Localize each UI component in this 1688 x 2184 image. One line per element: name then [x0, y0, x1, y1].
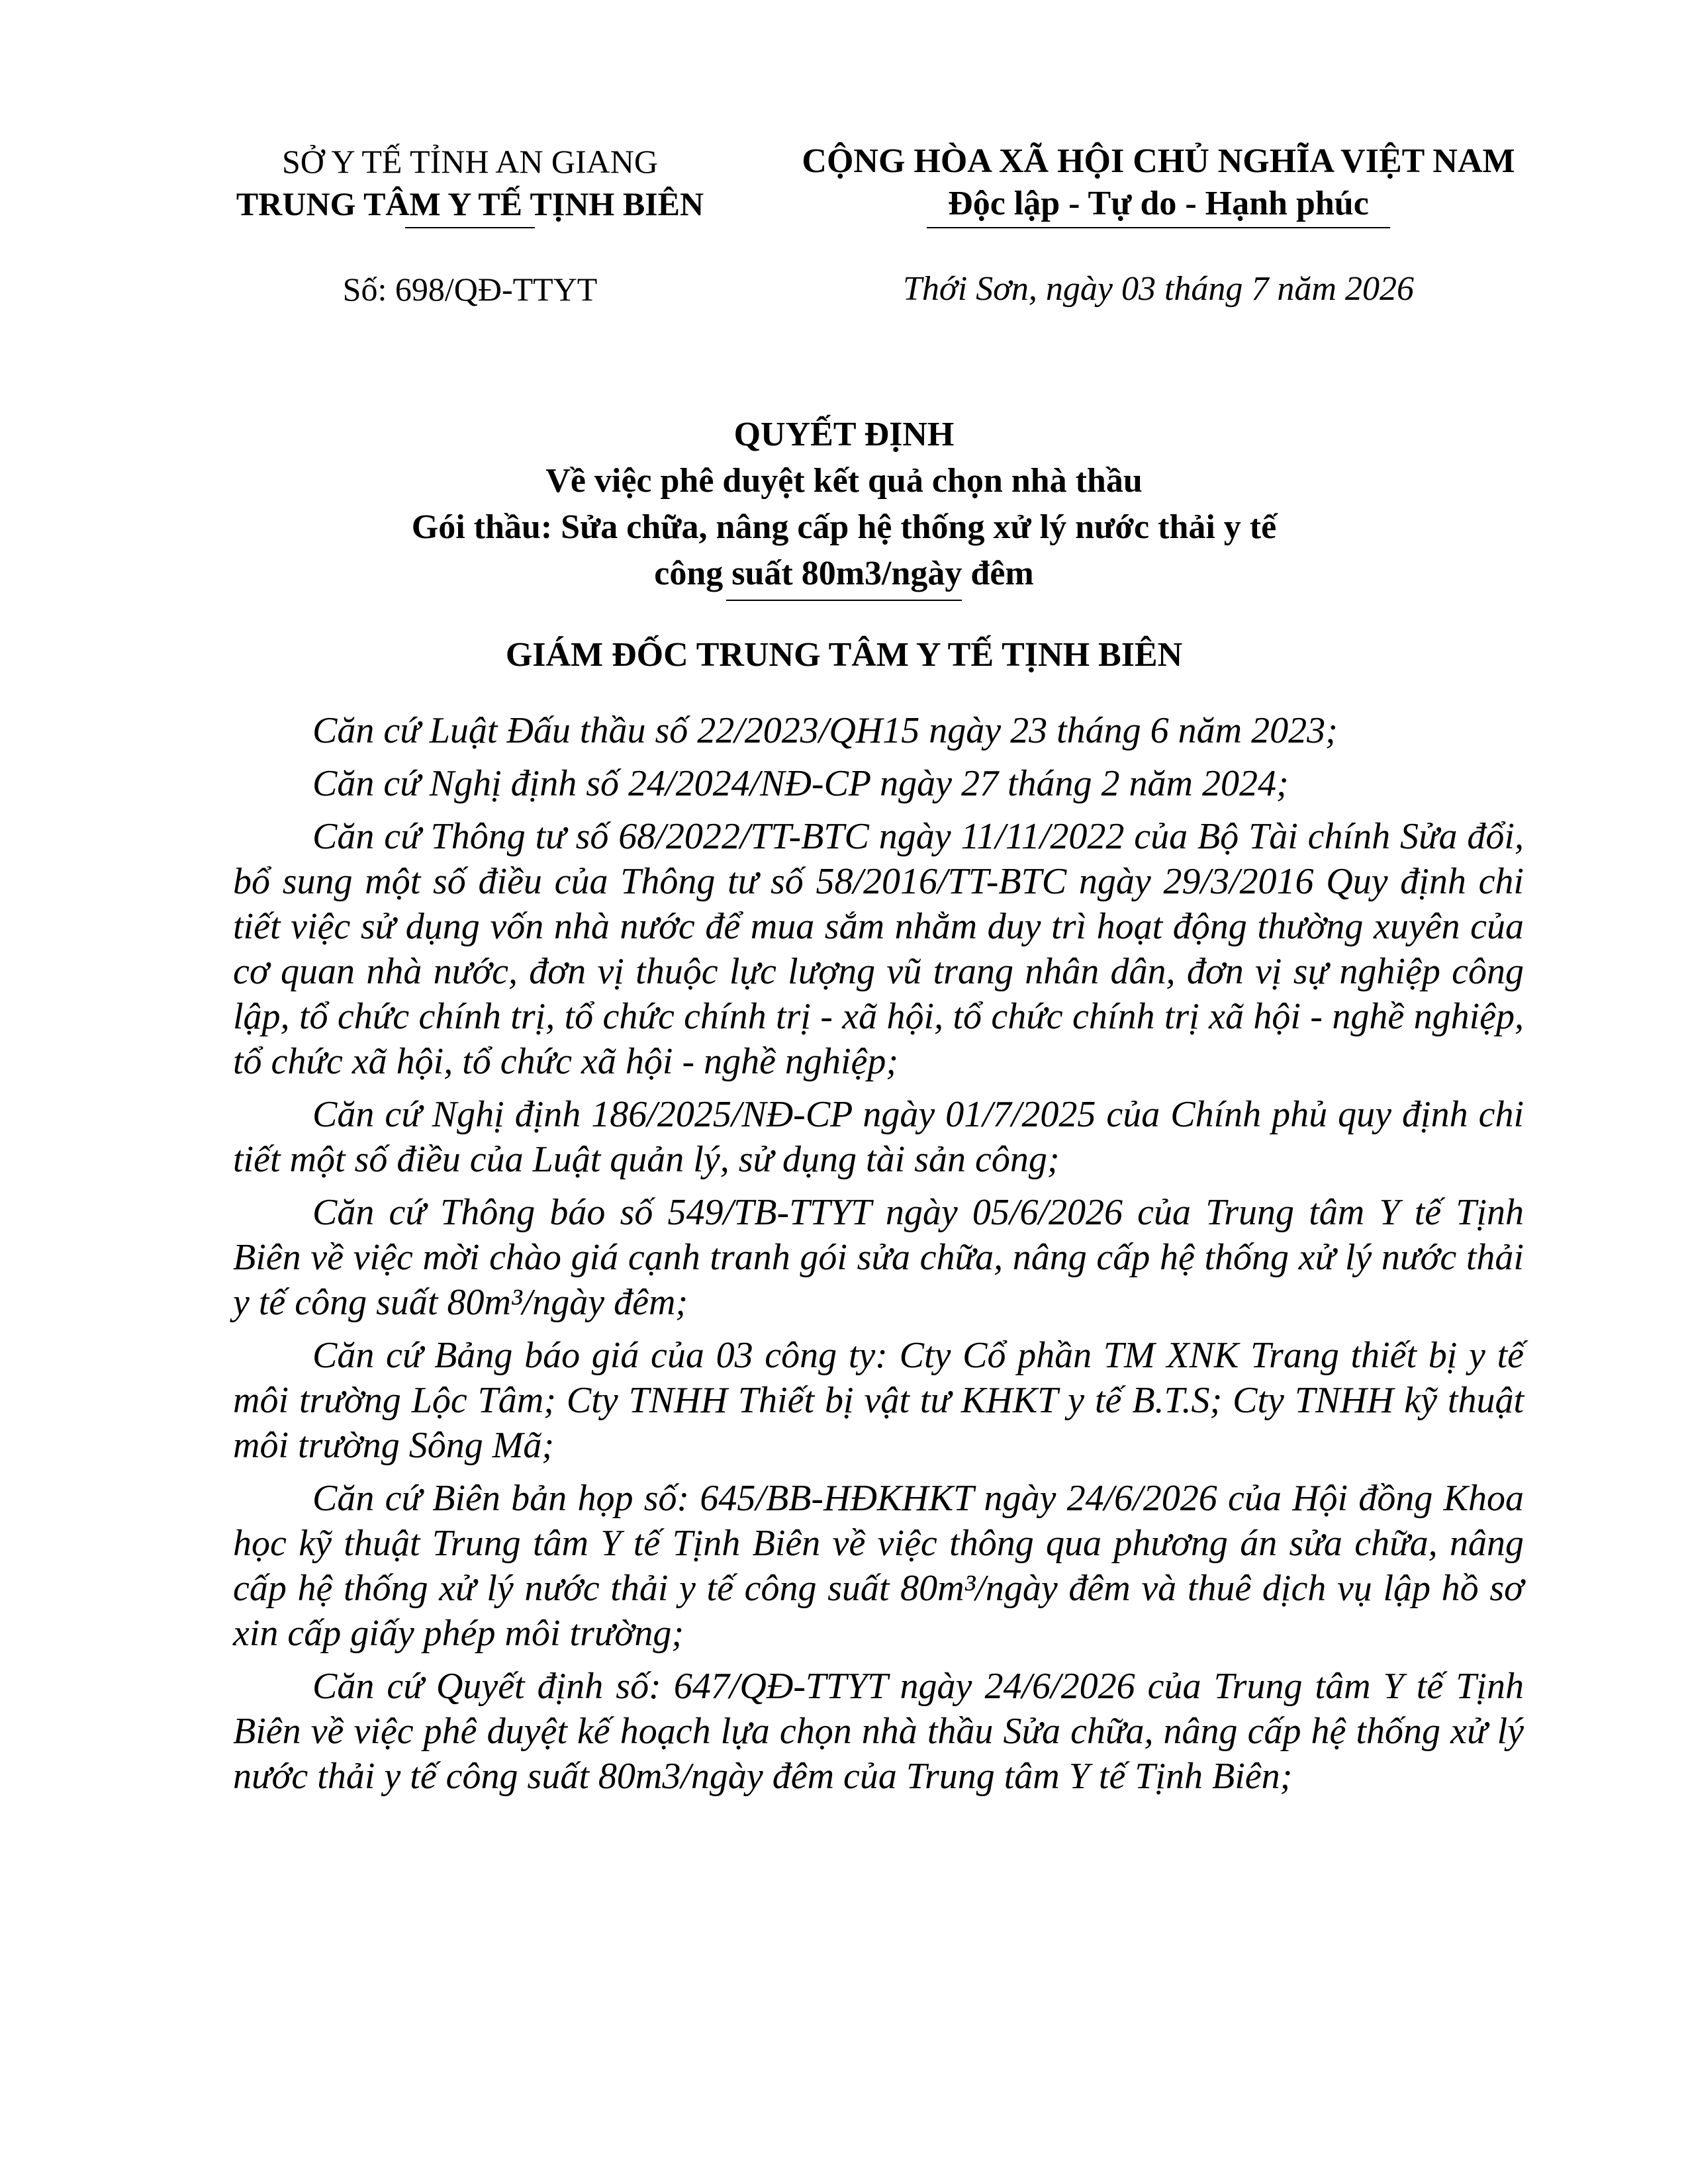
package-line-2: công suất 80m3/ngày đêm — [654, 555, 1034, 592]
decision-type: QUYẾT ĐỊNH — [733, 416, 955, 453]
agency-block — [199, 140, 741, 225]
basis-paragraph: Căn cứ Luật Đấu thầu số 22/2023/QH15 ngày 23 tháng 6 năm 2023; — [312, 710, 1338, 751]
document-number: Số: 698/QĐ-TTYT — [342, 271, 598, 308]
basis-paragraph: Căn cứ Thông báo số 549/TB-TTYT ngày 05/6/2026 của Trung tâm Y tế Tịnh Biên về việc mời chào giá cạnh tranh gói sửa chữa, nâng cấp hệ thống xử lý nước thải y tế công suất 80m³/ngày đêm; — [233, 1192, 1524, 1323]
agency-parent: SỞ Y TẾ TỈNH AN GIANG — [281, 143, 659, 180]
motto-underline — [927, 227, 1390, 228]
decision-title-block — [0, 412, 1688, 597]
basis-paragraph: Căn cứ Nghị định số 24/2024/NĐ-CP ngày 27 tháng 2 năm 2024; — [312, 763, 1289, 804]
basis-paragraph: Căn cứ Nghị định 186/2025/NĐ-CP ngày 01/7/2025 của Chính phủ quy định chi tiết một số điều của Luật quản lý, sử dụng tài sản công; — [233, 1094, 1524, 1180]
title-underline — [726, 600, 962, 601]
national-header — [755, 140, 1562, 225]
decision-subject: Về việc phê duyệt kết quả chọn nhà thầu — [545, 462, 1143, 500]
motto: Độc lập - Tự do - Hạnh phúc — [948, 185, 1369, 222]
basis-paragraph: Căn cứ Bảng báo giá của 03 công ty: Cty Cổ phần TM XNK Trang thiết bị y tế môi trường Lộc Tâm; Cty TNHH Thiết bị vật tư KHKT y tế B.T.S; Cty TNHH kỹ thuật môi trường Sông Mã; — [233, 1335, 1524, 1466]
place-date: Thới Sơn, ngày 03 tháng 7 năm 2026 — [903, 270, 1414, 308]
nation-name: CỘNG HÒA XÃ HỘI CHỦ NGHĨA VIỆT NAM — [802, 142, 1515, 180]
basis-paragraph: Căn cứ Quyết định số: 647/QĐ-TTYT ngày 24/6/2026 của Trung tâm Y tế Tịnh Biên về việc phê duyệt kế hoạch lựa chọn nhà thầu Sửa chữa, nâng cấp hệ thống xử lý nước thải y tế công suất 80m3/ngày đêm của Trung tâm Y tế Tịnh Biên; — [233, 1666, 1524, 1797]
basis-paragraph: Căn cứ Biên bản họp số: 645/BB-HĐKHKT ngày 24/6/2026 của Hội đồng Khoa học kỹ thuật Trung tâm Y tế Tịnh Biên về việc thông qua phương án sửa chữa, nâng cấp hệ thống xử lý nước thải y tế công suất 80m³/ngày đêm và thuê dịch vụ lập hồ sơ xin cấp giấy phép môi trường; — [233, 1478, 1524, 1654]
package-line-1: Gói thầu: Sửa chữa, nâng cấp hệ thống xử lý nước thải y tế — [411, 508, 1277, 546]
agency-underline — [405, 227, 535, 228]
agency-name: TRUNG TÂM Y TẾ TỊNH BIÊN — [236, 185, 704, 222]
basis-paragraph: Căn cứ Thông tư số 68/2022/TT-BTC ngày 11/11/2022 của Bộ Tài chính Sửa đổi, bổ sung một số điều của Thông tư số 58/2016/TT-BTC ngày 29/3/2016 Quy định chi tiết việc sử dụng vốn nhà nước để mua sắm nhằm duy trì hoạt động thường xuyên của cơ quan nhà nước, đơn vị thuộc lực lượng vũ trang nhân dân, đơn vị sự nghiệp công lập, tổ chức chính trị, tổ chức chính trị - xã hội, tổ chức chính trị xã hội - nghề nghiệp, tổ chức xã hội, tổ chức xã hội - nghề nghiệp; — [233, 816, 1524, 1082]
authority-heading: GIÁM ĐỐC TRUNG TÂM Y TẾ TỊNH BIÊN — [505, 636, 1183, 674]
legal-bases — [233, 708, 1524, 1807]
